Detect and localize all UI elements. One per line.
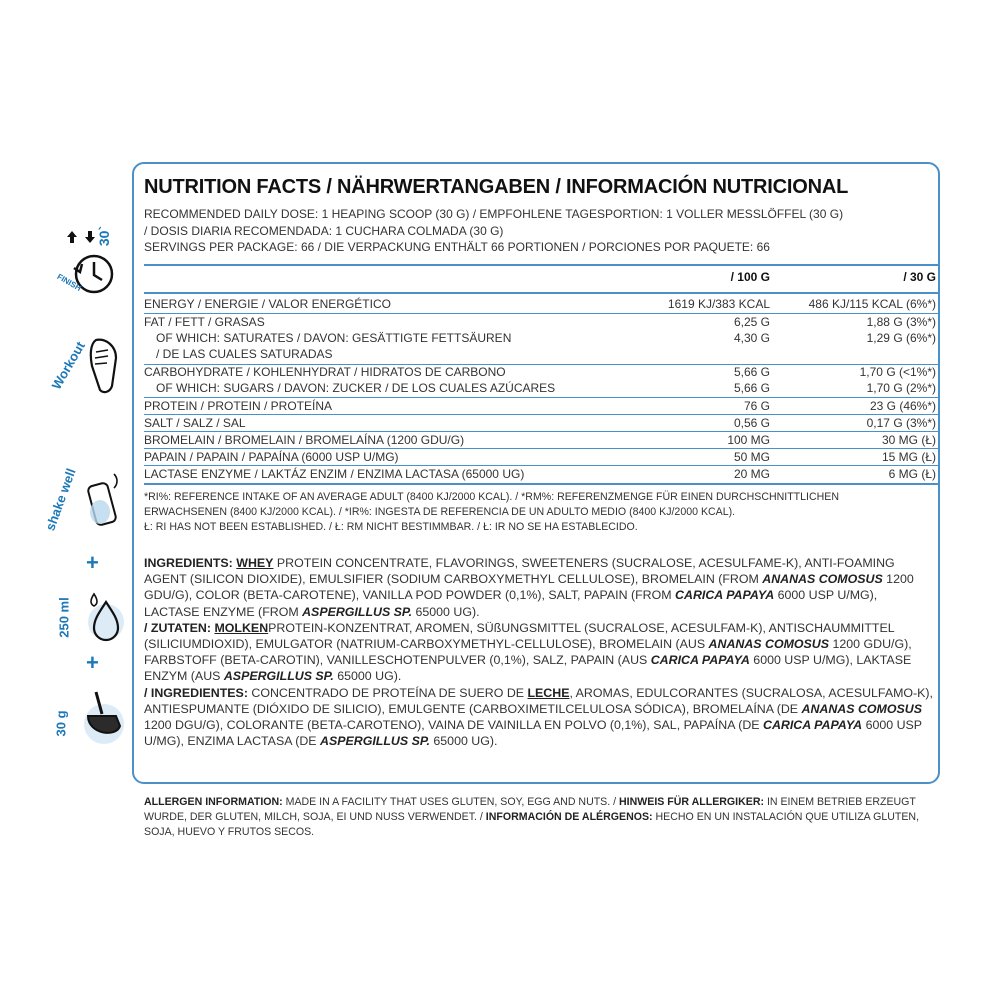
ingredients-heading: / ZUTATEN: xyxy=(144,620,211,635)
allergen-heading: ALLERGEN INFORMATION: xyxy=(144,796,283,808)
row-label: ENERGY / ENERGIE / VALOR ENERGÉTICO xyxy=(144,297,391,311)
latin-name: ASPERGILLUS SP. xyxy=(320,734,430,749)
ingredients-text-part: , AROMAS, EDULCORANTES (SUCRALOSA, ACESULFAMO-K), ANTIESPUMANTE (DIÓXIDO DE SILICIO), EMULGENTE (CARBOXIMETILCELULOSA SÓDICA), BROMELAÍNA (DE xyxy=(144,685,934,716)
scoop-block xyxy=(50,680,130,760)
row-label: PAPAIN / PAPAIN / PAPAÍNA (6000 USP U/MG) xyxy=(144,450,399,464)
footnotes xyxy=(144,490,944,535)
value-30g: 1,70 G (<1%*) xyxy=(859,365,936,379)
ingredients-text-part: 1200 DGU/G), COLORANTE (BETA-CAROTENO), VAINA DE VAINILLA EN POLVO (0,1%), SAL, PAPAÍNA (DE xyxy=(144,718,763,733)
latin-name: CARICA PAPAYA xyxy=(675,588,775,603)
allergen-text: HECHO EN UN INSTALACIÓN QUE UTILIZA GLUTEN, SOJA, HUEVO Y FRUTOS SECOS. xyxy=(144,811,920,838)
footnote-line: *RI%: REFERENCE INTAKE OF AN AVERAGE ADULT (8400 KJ/2000 KCAL). / *RM%: REFERENZMENGE FÜR EINEN DURCHSCHNITTLICHEN xyxy=(144,491,840,503)
latin-name: ANANAS COMOSUS xyxy=(801,701,922,716)
footnote-line: Ł: RI HAS NOT BEEN ESTABLISHED. / Ł: RM NICHT BESTIMMBAR. / Ł: IR NO SE HA ESTABLECIDO. xyxy=(144,521,638,533)
allergen-text: MADE IN A FACILITY THAT USES GLUTEN, SOY, EGG AND NUTS. / xyxy=(282,796,620,808)
ingredients-heading: INGREDIENTS: xyxy=(144,556,233,570)
workout-block xyxy=(50,330,130,410)
footnote-line: ERWACHSENEN (8400 KJ/2000 KCAL). / *IR%: INGESTA DE REFERENCIA DE UN ADULTO MEDIO (8400 KJ/2000 KCAL). xyxy=(144,506,736,518)
usage-instructions xyxy=(42,220,130,760)
workout-label: Workout xyxy=(48,339,88,392)
row-label: LACTASE ENZYME / LAKTÁZ ENZIM / ENZIMA LACTASA (65000 UG) xyxy=(144,467,525,481)
value-100g: 76 G xyxy=(743,399,770,413)
page-title: NUTRITION FACTS / NÄHRWERTANGABEN / INFORMACIÓN NUTRICIONAL xyxy=(144,176,849,198)
value-30g: 1,70 G (2%*) xyxy=(866,381,936,395)
row-label: BROMELAIN / BROMELAIN / BROMELAÍNA (1200 GDU/G) xyxy=(144,433,465,447)
value-100g: 1619 KJ/383 KCAL xyxy=(667,297,770,311)
value-100g: 6,25 G xyxy=(733,315,770,329)
daily-dose-line: RECOMMENDED DAILY DOSE: 1 HEAPING SCOOP (30 G) / EMPFOHLENE TAGESPORTION: 1 VOLLER MESSLÖFFEL (30 G) xyxy=(144,207,844,221)
ingredients-text-part: 65000 UG). xyxy=(333,669,402,684)
servings-line: SERVINGS PER PACKAGE: 66 / DIE VERPACKUNG ENTHÄLT 66 PORTIONEN / PORCIONES POR PAQUETE: 66 xyxy=(144,240,770,254)
value-100g: 5,66 G xyxy=(733,365,770,379)
column-header-100g: / 100 G xyxy=(730,270,770,284)
arrow-down-icon xyxy=(84,230,96,244)
serving-info xyxy=(144,206,938,256)
shake-block xyxy=(42,460,130,545)
shaker-icon xyxy=(84,466,122,534)
water-drop-icon xyxy=(86,584,126,648)
allergen-information xyxy=(144,795,944,840)
value-30g: 30 MG (Ł) xyxy=(881,433,936,447)
row-label: OF WHICH: SUGARS / DAVON: ZUCKER / DE LOS CUALES AZÚCARES xyxy=(156,381,556,395)
divider xyxy=(144,264,938,266)
ingredients-text xyxy=(144,555,934,749)
row-label: FAT / FETT / GRASAS xyxy=(144,315,265,329)
divider xyxy=(144,483,938,485)
table-row xyxy=(144,398,938,414)
plus-sign: + xyxy=(86,650,99,675)
allergen-heading: HINWEIS FÜR ALLERGIKER: xyxy=(619,796,765,808)
value-30g: 0,17 G (3%*) xyxy=(866,416,936,430)
table-row xyxy=(144,330,938,346)
allergen-heading: INFORMACIÓN DE ALÉRGENOS: xyxy=(485,811,653,823)
ingredients-heading: / INGREDIENTES: xyxy=(144,685,248,700)
water-label: 250 ml xyxy=(56,597,72,638)
water-block xyxy=(50,580,130,660)
value-30g: 6 MG (Ł) xyxy=(888,467,936,481)
latin-name: CARICA PAPAYA xyxy=(763,718,863,733)
ingredients-text-part: 1200 GDU/G), COLOR (BETA-CAROTENE), VANILLA POD POWDER (0,1%), SALT, PAPAIN (FROM xyxy=(144,572,914,603)
row-label: PROTEIN / PROTEIN / PROTEÍNA xyxy=(144,399,333,413)
ingredients-text-part: CONCENTRADO DE PROTEÍNA DE SUERO DE xyxy=(247,685,528,700)
value-30g: 486 KJ/115 KCAL (6%*) xyxy=(808,297,936,311)
finish-label: FINISH xyxy=(55,272,83,293)
shake-label: shake well xyxy=(42,466,79,533)
allergen-highlight: MOLKEN xyxy=(214,620,269,635)
ingredients-text-part: 65000 UG). xyxy=(412,604,480,619)
value-30g: 1,29 G (6%*) xyxy=(866,331,936,345)
value-100g: 20 MG xyxy=(733,467,770,481)
allergen-highlight: LECHE xyxy=(527,685,570,700)
latin-name: ANANAS COMOSUS xyxy=(762,572,883,587)
table-row xyxy=(144,296,938,312)
row-label: SALT / SALZ / SAL xyxy=(144,416,246,430)
latin-name: ASPERGILLUS SP. xyxy=(302,604,413,619)
row-label: / DE LAS CUALES SATURADAS xyxy=(156,347,333,361)
table-row xyxy=(144,449,938,465)
ingredients-text-part: PROTEIN-KONZENTRAT, AROMEN, SÜßUNGSMITTEL (SUCRALOSE, ACESULFAM-K), ANTISCHAUMMITTEL (SILICIUMDIOXID), EMULGATOR (NATRIUM-CARBOXYMETHYL-CELLULOSE), BROMELAIN (AUS xyxy=(144,620,895,652)
column-header-30g: / 30 G xyxy=(903,270,936,284)
value-100g: 4,30 G xyxy=(733,331,770,345)
allergen-text: IN EINEM BETRIEB ERZEUGT WURDE, DER GLUTEN, MILCH, SOJA, EI UND NUSS VERWENDET. / xyxy=(144,796,916,823)
table-row xyxy=(144,466,938,482)
table-row xyxy=(144,415,938,431)
value-100g: 100 MG xyxy=(727,433,770,447)
scoop-label: 30 g xyxy=(53,710,69,737)
plus-sign: + xyxy=(86,550,99,575)
ingredients-text-part: 6000 USP U/MG), LACTASE ENZYME (FROM xyxy=(144,588,878,619)
ingredients-text-part: 6000 USP U/MG), ENZIMA LACTASA (DE xyxy=(144,718,922,749)
value-30g: 23 G (46%*) xyxy=(869,399,936,413)
latin-name: ASPERGILLUS SP. xyxy=(223,669,334,684)
sneaker-icon xyxy=(82,336,122,396)
value-30g: 1,88 G (3%*) xyxy=(866,315,936,329)
value-100g: 0,56 G xyxy=(733,416,770,430)
scoop-icon xyxy=(80,686,126,752)
value-100g: 5,66 G xyxy=(733,381,770,395)
latin-name: ANANAS COMOSUS xyxy=(708,637,830,652)
row-label: CARBOHYDRATE / KOHLENHYDRAT / HIDRATOS DE CARBONO xyxy=(144,365,506,379)
table-row xyxy=(144,314,938,330)
divider xyxy=(144,292,938,294)
value-30g: 15 MG (Ł) xyxy=(881,450,936,464)
timer-label: 30` xyxy=(96,225,113,247)
table-row xyxy=(144,364,938,380)
arrow-up-icon xyxy=(66,230,78,244)
ingredients-text-part: 1200 GDU/G), FARBSTOFF (BETA-CAROTIN), VANILLESCHOTENPULVER (0,1%), SALZ, PAPAIN (AUS xyxy=(144,637,912,668)
ingredients-text-part: 65000 UG). xyxy=(429,734,498,749)
daily-dose-line-es: / DOSIS DIARIA RECOMENDADA: 1 CUCHARA COLMADA (30 G) xyxy=(144,223,504,238)
latin-name: CARICA PAPAYA xyxy=(650,653,750,668)
ingredients-text-part: 6000 USP U/MG), LAKTASE ENZYM (AUS xyxy=(144,653,912,684)
timer-block xyxy=(50,220,130,300)
ingredients-text-part: PROTEIN CONCENTRATE, FLAVORINGS, SWEETENERS (SUCRALOSE, ACESULFAME-K), ANTI-FOAMING AGENT (SILICON DIOXIDE), EMULSIFIER (SODIUM CARBOXYMETHYL CELLULOSE), BROMELAIN (FROM xyxy=(144,556,895,587)
row-label: OF WHICH: SATURATES / DAVON: GESÄTTIGTE FETTSÄUREN xyxy=(156,331,512,345)
table-row xyxy=(144,380,938,396)
allergen-highlight: WHEY xyxy=(236,556,274,570)
table-row xyxy=(144,346,938,362)
value-100g: 50 MG xyxy=(733,450,770,464)
table-row xyxy=(144,432,938,448)
